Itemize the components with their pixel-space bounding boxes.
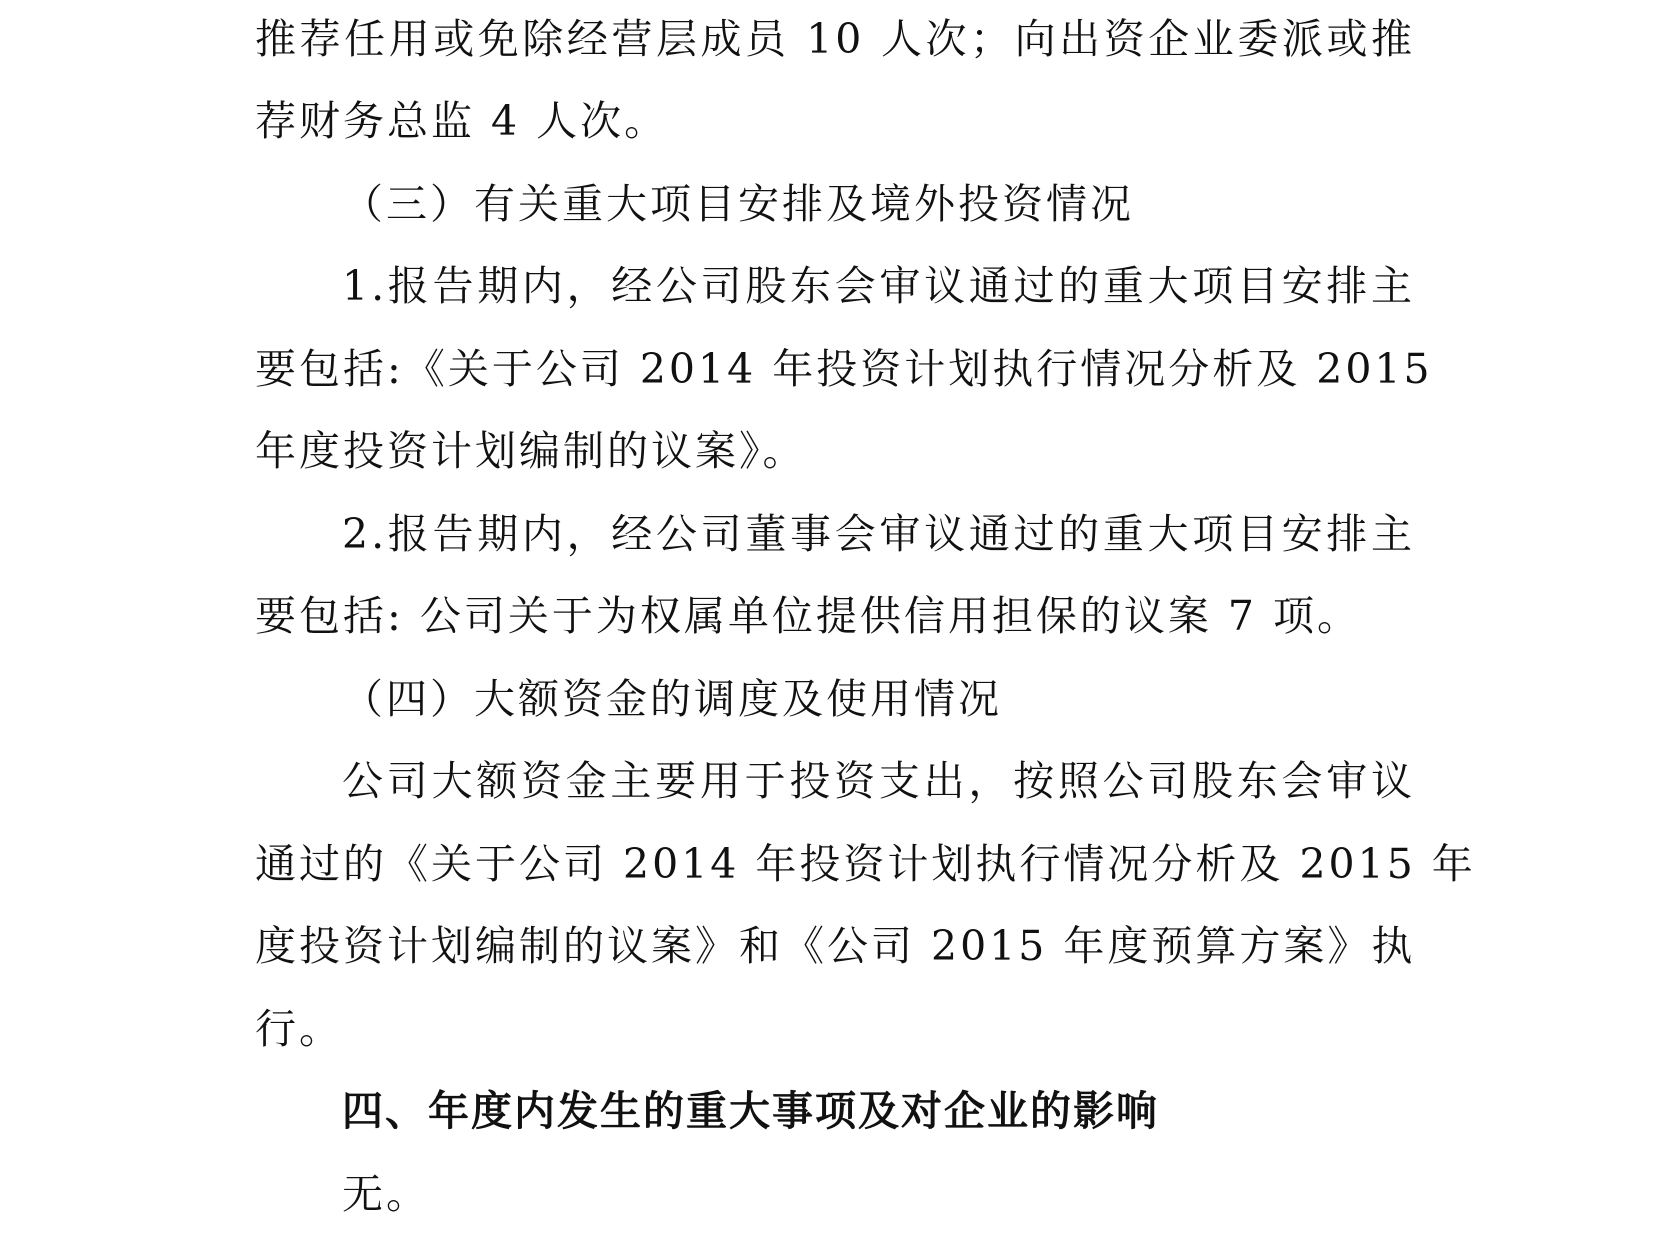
paragraph-line: 年度投资计划编制的议案》。: [255, 427, 807, 475]
section-heading: （三）有关重大项目安排及境外投资情况: [342, 180, 1134, 228]
chapter-heading: 四、年度内发生的重大事项及对企业的影响: [342, 1087, 1159, 1135]
paragraph-line: 1.报告期内，经公司股东会审议通过的重大项目安排主: [342, 262, 1415, 310]
paragraph-line: 行。: [255, 1005, 343, 1053]
section-heading: （四）大额资金的调度及使用情况: [342, 675, 1002, 723]
paragraph-line: 公司大额资金主要用于投资支出，按照公司股东会审议: [342, 757, 1415, 805]
paragraph-line: 度投资计划编制的议案》和《公司 2015 年度预算方案》执: [255, 922, 1416, 970]
paragraph-line: 无。: [342, 1170, 430, 1218]
paragraph-line: 要包括:《关于公司 2014 年投资计划执行情况分析及 2015: [255, 345, 1433, 393]
paragraph-line: 要包括: 公司关于为权属单位提供信用担保的议案 7 项。: [255, 592, 1361, 640]
paragraph-line: 2.报告期内，经公司董事会审议通过的重大项目安排主: [342, 510, 1415, 558]
paragraph-line: 荐财务总监 4 人次。: [255, 97, 669, 145]
paragraph-line: 通过的《关于公司 2014 年投资计划执行情况分析及 2015 年: [255, 840, 1476, 888]
paragraph-line: 推荐任用或免除经营层成员 10 人次；向出资企业委派或推: [255, 15, 1415, 63]
